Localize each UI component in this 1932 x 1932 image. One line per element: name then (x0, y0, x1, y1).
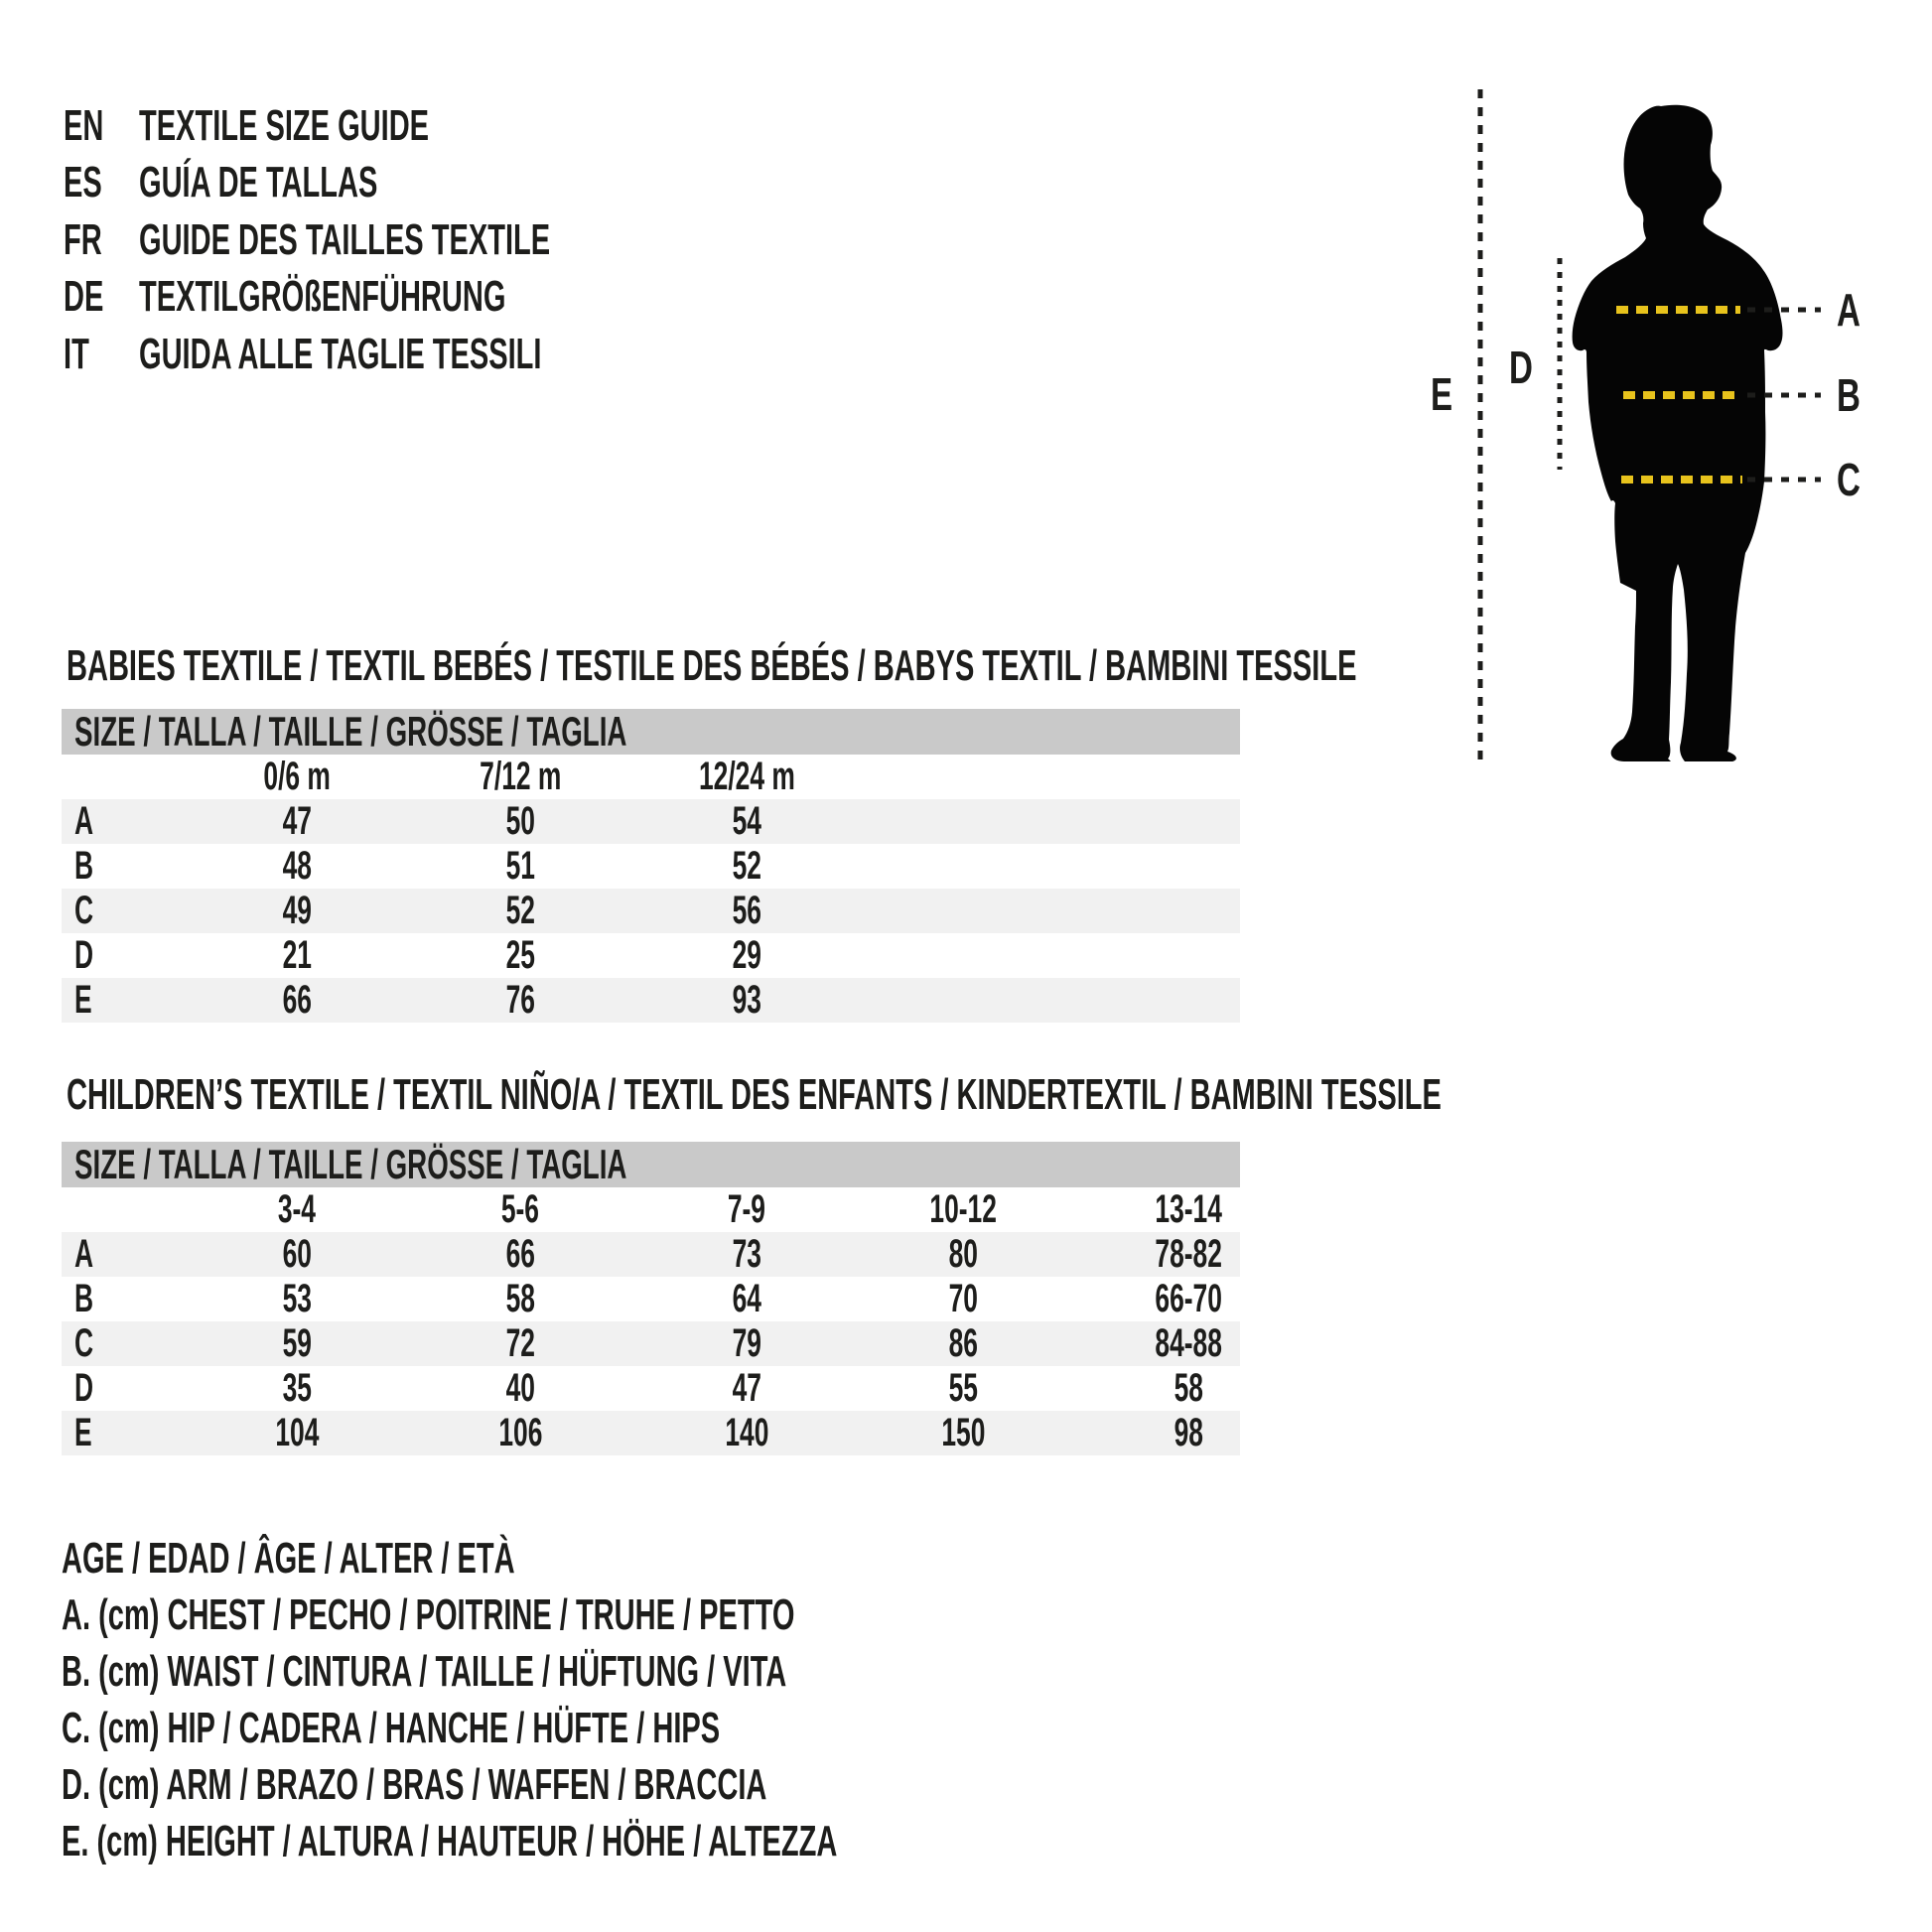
lang-title: GUIDA ALLE TAGLIE TESSILI (139, 330, 542, 378)
cell-value: 58 (1173, 1366, 1203, 1410)
cell-value: 79 (732, 1321, 761, 1365)
table-row-c (62, 1321, 1240, 1366)
cell-value: 52 (505, 889, 535, 932)
cell-value: 72 (505, 1321, 535, 1365)
cell-value: 104 (274, 1411, 320, 1454)
cell-value: 50 (505, 799, 535, 843)
legend-age: AGE / EDAD / ÂGE / ALTER / ETÀ (62, 1534, 515, 1583)
cell-value: 140 (724, 1411, 769, 1454)
cell-value: 56 (732, 889, 761, 932)
cell-value: 76 (505, 978, 535, 1022)
lang-code: EN (64, 101, 104, 150)
legend-height: E. (cm) HEIGHT / ALTURA / HAUTEUR / HÖHE / ALTEZZA (62, 1817, 838, 1865)
table-row-b (62, 844, 1240, 889)
figure-label-b: B (1837, 370, 1861, 422)
cell-value: 78-82 (1155, 1232, 1222, 1276)
lang-title: GUÍA DE TALLAS (139, 158, 378, 207)
row-label: E (74, 978, 92, 1022)
figure-label-e: E (1430, 369, 1453, 421)
lang-row-de (0, 274, 1092, 320)
table-row-b (62, 1277, 1240, 1321)
lang-code: ES (64, 158, 102, 207)
children-size-table (62, 1142, 1240, 1455)
row-label: B (74, 1277, 94, 1320)
cell-value: 51 (505, 844, 535, 888)
column-header: 5-6 (500, 1187, 540, 1231)
table-row-c (62, 889, 1240, 933)
legend-arm: D. (cm) ARM / BRAZO / BRAS / WAFFEN / BRACCIA (62, 1760, 767, 1809)
cell-value: 48 (282, 844, 312, 888)
table-row-d (62, 1366, 1240, 1411)
size-header-label: SIZE / TALLA / TAILLE / GRÖSSE / TAGLIA (74, 708, 627, 755)
row-label: A (74, 1232, 94, 1276)
lang-code: IT (64, 330, 89, 378)
cell-value: 66 (282, 978, 312, 1022)
table-row-a (62, 799, 1240, 844)
table-row-e (62, 1411, 1240, 1455)
lang-row-en (0, 103, 1092, 149)
row-label: B (74, 844, 94, 888)
cell-value: 86 (948, 1321, 978, 1365)
lang-title: GUIDE DES TAILLES TEXTILE (139, 215, 551, 264)
lang-row-it (0, 332, 1092, 377)
lang-row-es (0, 160, 1092, 206)
babies-column-header-row (62, 755, 1240, 799)
cell-value: 47 (282, 799, 312, 843)
cell-value: 55 (948, 1366, 978, 1410)
size-header-label: SIZE / TALLA / TAILLE / GRÖSSE / TAGLIA (74, 1141, 627, 1187)
cell-value: 59 (282, 1321, 312, 1365)
cell-value: 47 (732, 1366, 761, 1410)
row-label: D (74, 1366, 94, 1410)
cell-value: 60 (282, 1232, 312, 1276)
column-header: 10-12 (929, 1187, 997, 1231)
cell-value: 49 (282, 889, 312, 932)
lang-code: DE (64, 272, 104, 321)
column-header: 12/24 m (698, 755, 795, 798)
cell-value: 21 (282, 933, 312, 977)
lang-title: TEXTILE SIZE GUIDE (139, 101, 430, 150)
figure-label-d: D (1509, 343, 1533, 394)
table-row-a (62, 1232, 1240, 1277)
row-label: E (74, 1411, 92, 1454)
cell-value: 53 (282, 1277, 312, 1320)
children-section-heading: CHILDREN’S TEXTILE / TEXTIL NIÑO/A / TEXTIL DES ENFANTS / KINDERTEXTIL / BAMBINI TESSILE (67, 1070, 1442, 1119)
cell-value: 66 (505, 1232, 535, 1276)
table-row-e (62, 978, 1240, 1023)
cell-value: 150 (940, 1411, 986, 1454)
cell-value: 52 (732, 844, 761, 888)
figure-label-c: C (1837, 455, 1861, 506)
cell-value: 35 (282, 1366, 312, 1410)
cell-value: 98 (1173, 1411, 1203, 1454)
cell-value: 93 (732, 978, 761, 1022)
legend-waist: B. (cm) WAIST / CINTURA / TAILLE / HÜFTUNG / VITA (62, 1647, 787, 1696)
children-table-header-bar (62, 1142, 1240, 1187)
lang-code: FR (64, 215, 102, 264)
legend-chest: A. (cm) CHEST / PECHO / POITRINE / TRUHE / PETTO (62, 1590, 795, 1639)
babies-section-heading: BABIES TEXTILE / TEXTIL BEBÉS / TESTILE DES BÉBÉS / BABYS TEXTIL / BAMBINI TESSILE (67, 641, 1357, 690)
lang-row-fr (0, 217, 1092, 263)
column-header: 0/6 m (263, 755, 331, 798)
cell-value: 58 (505, 1277, 535, 1320)
column-header: 7/12 m (479, 755, 562, 798)
column-header: 3-4 (277, 1187, 317, 1231)
row-label: C (74, 889, 94, 932)
figure-label-a: A (1837, 285, 1861, 337)
cell-value: 64 (732, 1277, 761, 1320)
cell-value: 54 (732, 799, 761, 843)
babies-size-table (62, 709, 1240, 1023)
column-header: 7-9 (727, 1187, 766, 1231)
cell-value: 25 (505, 933, 535, 977)
row-label: A (74, 799, 94, 843)
column-header: 13-14 (1155, 1187, 1222, 1231)
cell-value: 66-70 (1155, 1277, 1222, 1320)
cell-value: 73 (732, 1232, 761, 1276)
lang-title: TEXTILGRÖßENFÜHRUNG (139, 272, 506, 321)
cell-value: 106 (497, 1411, 543, 1454)
babies-table-header-bar (62, 709, 1240, 755)
legend-hip: C. (cm) HIP / CADERA / HANCHE / HÜFTE / HIPS (62, 1704, 721, 1752)
cell-value: 29 (732, 933, 761, 977)
children-column-header-row (62, 1187, 1240, 1232)
table-row-d (62, 933, 1240, 978)
row-label: C (74, 1321, 94, 1365)
cell-value: 80 (948, 1232, 978, 1276)
row-label: D (74, 933, 94, 977)
cell-value: 40 (505, 1366, 535, 1410)
cell-value: 84-88 (1155, 1321, 1222, 1365)
cell-value: 70 (948, 1277, 978, 1320)
